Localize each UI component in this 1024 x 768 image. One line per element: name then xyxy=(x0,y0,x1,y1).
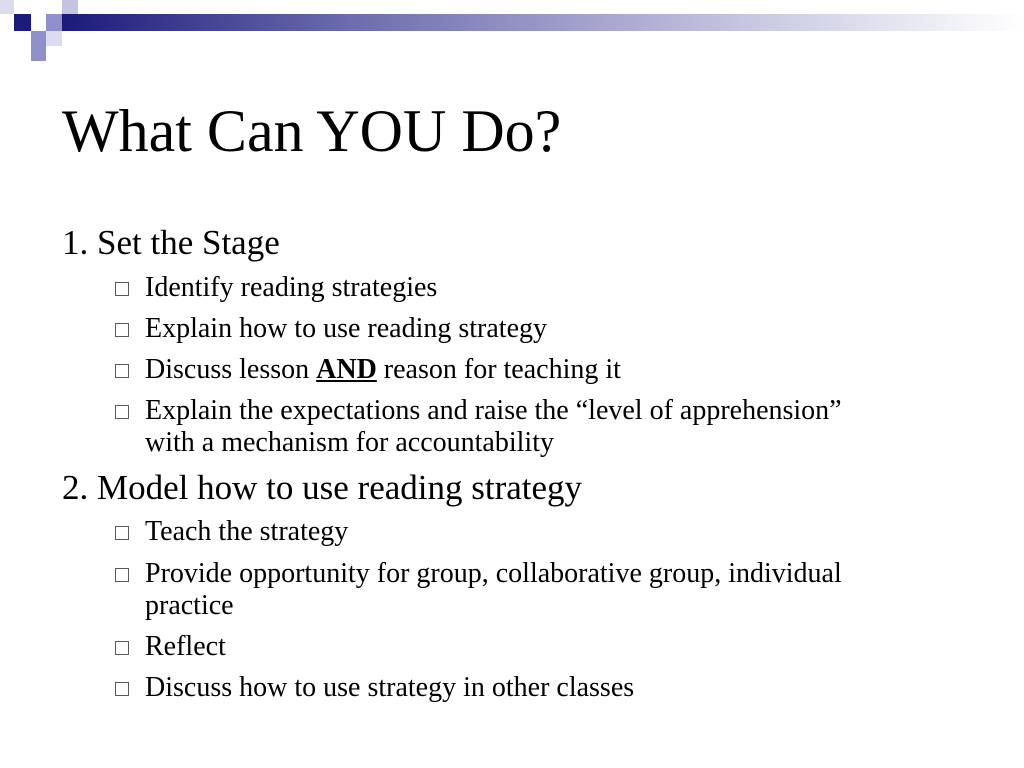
bullet-text-before: Discuss lesson xyxy=(145,354,317,385)
bullet-text-emphasis: AND xyxy=(316,354,377,385)
bullet-text: Provide opportunity for group, collaborative group, individual practice xyxy=(145,558,842,621)
bullet-item xyxy=(115,395,875,459)
slide-title: What Can YOU Do? xyxy=(62,98,562,164)
bullet-text: Reflect xyxy=(145,631,226,662)
bullet-item xyxy=(115,672,875,704)
bullet-item xyxy=(115,516,875,548)
bullet-item xyxy=(115,272,875,304)
hollow-square-icon xyxy=(115,364,129,378)
hollow-square-icon xyxy=(115,282,129,296)
section-heading: 2. Model how to use reading strategy xyxy=(62,468,583,507)
bullet-item xyxy=(115,313,875,345)
hollow-square-icon xyxy=(115,568,129,582)
bullet-item xyxy=(115,354,875,386)
bullet-item xyxy=(115,631,875,663)
bullet-text: Teach the strategy xyxy=(145,516,349,547)
bullet-text: Discuss how to use strategy in other classes xyxy=(145,672,635,703)
hollow-square-icon xyxy=(115,405,129,419)
bullet-item xyxy=(115,558,875,622)
bullet-text: Identify reading strategies xyxy=(145,272,438,303)
bullet-text-after: reason for teaching it xyxy=(376,354,621,385)
hollow-square-icon xyxy=(115,526,129,540)
hollow-square-icon xyxy=(115,682,129,696)
hollow-square-icon xyxy=(115,323,129,337)
section-heading: 1. Set the Stage xyxy=(62,223,280,262)
bullet-text: Explain how to use reading strategy xyxy=(145,313,548,344)
bullet-text: Explain the expectations and raise the “level of apprehension” with a mechanism for accountability xyxy=(145,395,842,458)
bullet-text xyxy=(145,354,875,386)
hollow-square-icon xyxy=(115,641,129,655)
